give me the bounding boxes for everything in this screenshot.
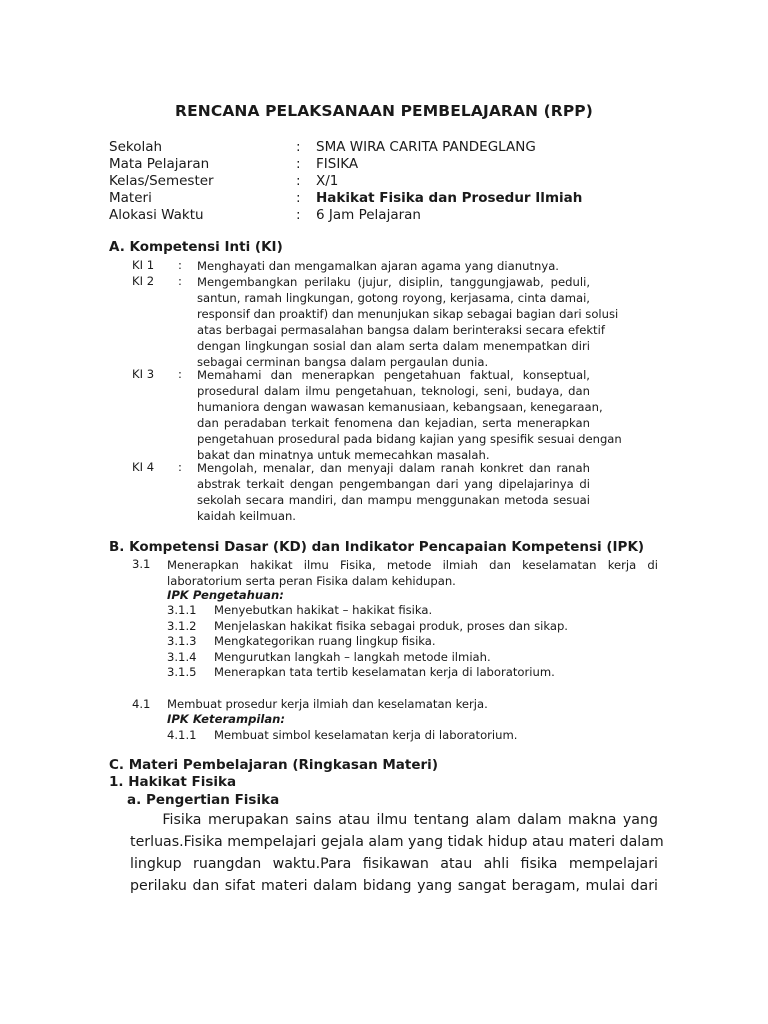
ki-line: santun, ramah lingkungan, gotong royong, kerjasama, cinta damai,: [197, 291, 590, 305]
ipk-knowledge-heading: IPK Pengetahuan:: [167, 588, 284, 602]
page-title: RENCANA PELAKSANAAN PEMBELAJARAN (RPP): [175, 102, 593, 120]
ki-colon: :: [178, 367, 182, 381]
identity-label: Kelas/Semester: [109, 173, 214, 189]
subsubsection-heading: a. Pengertian Fisika: [127, 792, 280, 808]
ki-line: dengan lingkungan sosial dan alam serta dalam menempatkan diri: [197, 339, 590, 353]
ipk-number: 3.1.1: [167, 603, 197, 617]
ki-line: humaniora dengan wawasan kemanusiaan, kebangsaan, kenegaraan,: [197, 400, 603, 414]
paragraph-line: Fisika merupakan sains atau ilmu tentang alam dalam makna yang: [130, 812, 658, 828]
ki-code: KI 1: [132, 258, 155, 272]
ipk-text: Mengkategorikan ruang lingkup fisika.: [214, 634, 436, 648]
ki-text: [197, 460, 590, 524]
ki-line: bakat dan minatnya untuk memecahkan masalah.: [197, 448, 490, 462]
ipk-number: 3.1.5: [167, 665, 197, 679]
identity-value: SMA WIRA CARITA PANDEGLANG: [316, 139, 536, 155]
ki-line: responsif dan proaktif) dan menunjukan sikap sebagai bagian dari solusi: [197, 307, 619, 321]
ki-line: kaidah keilmuan.: [197, 509, 296, 523]
identity-label: Alokasi Waktu: [109, 207, 204, 223]
ki-line: sekolah secara mandiri, dan mampu menggunakan metoda sesuai: [197, 493, 590, 507]
ipk-text: Menjelaskan hakikat fisika sebagai produk, proses dan sikap.: [214, 619, 568, 633]
identity-colon: :: [296, 173, 301, 189]
ki-line: dan peradaban terkait fenomena dan kejadian, serta menerapkan: [197, 416, 590, 430]
identity-colon: :: [296, 139, 301, 155]
ki-text: [197, 367, 622, 463]
ki-line: prosedural dalam ilmu pengetahuan, teknologi, seni, budaya, dan: [197, 384, 590, 398]
ki-colon: :: [178, 274, 182, 288]
ki-line: Mengembangkan perilaku (jujur, disiplin, tanggungjawab, peduli,: [197, 275, 590, 289]
ki-line: Memahami dan menerapkan pengetahuan faktual, konseptual,: [197, 368, 590, 382]
ki-line: atas berbagai permasalahan bangsa dalam berinteraksi secara efektif: [197, 323, 605, 337]
identity-value: Hakikat Fisika dan Prosedur Ilmiah: [316, 190, 583, 206]
kd-number: 3.1: [132, 557, 151, 571]
kd-line: laboratorium serta peran Fisika dalam kehidupan.: [167, 574, 456, 588]
ki-code: KI 3: [132, 367, 155, 381]
identity-label: Mata Pelajaran: [109, 156, 210, 172]
ki-text: [197, 258, 590, 274]
subsection-heading: 1. Hakikat Fisika: [109, 774, 237, 790]
ki-line: sebagai cerminan bangsa dalam pergaulan dunia.: [197, 355, 489, 369]
identity-colon: :: [296, 207, 301, 223]
section-b-heading: B. Kompetensi Dasar (KD) dan Indikator Pencapaian Kompetensi (IPK): [109, 539, 645, 555]
ki-line: Mengolah, menalar, dan menyaji dalam ranah konkret dan ranah: [197, 461, 590, 475]
ipk-text: Mengurutkan langkah – langkah metode ilmiah.: [214, 650, 491, 664]
section-a-heading: A. Kompetensi Inti (KI): [109, 239, 283, 255]
identity-colon: :: [296, 156, 301, 172]
ipk-number: 4.1.1: [167, 728, 197, 742]
identity-label: Materi: [109, 190, 152, 206]
kd-text: Membuat prosedur kerja ilmiah dan keselamatan kerja.: [167, 697, 488, 711]
paragraph-line: lingkup ruangdan waktu.Para fisikawan atau ahli fisika mempelajari: [130, 856, 658, 872]
paragraph-line: perilaku dan sifat materi dalam bidang yang sangat beragam, mulai dari: [130, 878, 658, 894]
identity-value: FISIKA: [316, 156, 359, 172]
ki-colon: :: [178, 460, 182, 474]
section-c-heading: C. Materi Pembelajaran (Ringkasan Materi): [109, 757, 438, 773]
ki-text: [197, 274, 619, 370]
kd-number: 4.1: [132, 697, 151, 711]
ipk-number: 3.1.2: [167, 619, 197, 633]
paragraph-line: terluas.Fisika mempelajari gejala alam yang tidak hidup atau materi dalam: [130, 834, 664, 850]
ki-line: abstrak terkait dengan pengembangan dari yang dipelajarinya di: [197, 477, 590, 491]
material-paragraph: [130, 809, 664, 897]
ipk-text: Menerapkan tata tertib keselamatan kerja di laboratorium.: [214, 665, 555, 679]
identity-value: X/1: [316, 173, 339, 189]
identity-colon: :: [296, 190, 301, 206]
identity-value: 6 Jam Pelajaran: [316, 207, 421, 223]
kd-line: Menerapkan hakikat ilmu Fisika, metode ilmiah dan keselamatan kerja di: [167, 558, 658, 572]
kd-text: [167, 557, 658, 589]
ki-line: Menghayati dan mengamalkan ajaran agama yang dianutnya.: [197, 259, 559, 273]
ipk-number: 3.1.3: [167, 634, 197, 648]
ipk-text: Menyebutkan hakikat – hakikat fisika.: [214, 603, 433, 617]
ki-code: KI 2: [132, 274, 155, 288]
ki-code: KI 4: [132, 460, 155, 474]
ipk-number: 3.1.4: [167, 650, 197, 664]
ki-colon: :: [178, 258, 182, 272]
identity-label: Sekolah: [109, 139, 163, 155]
ipk-text: Membuat simbol keselamatan kerja di laboratorium.: [214, 728, 518, 742]
ki-line: pengetahuan prosedural pada bidang kajian yang spesifik sesuai dengan: [197, 432, 622, 446]
ipk-skill-heading: IPK Keterampilan:: [167, 712, 286, 726]
